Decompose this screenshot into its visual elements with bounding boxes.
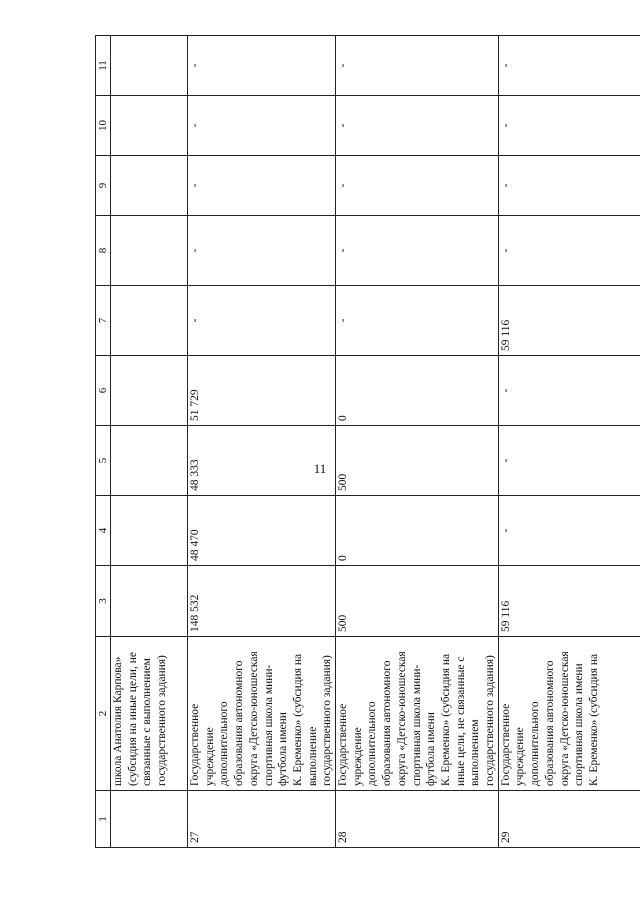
value-cell: 59 116 [498, 566, 640, 637]
value-cell: 148 532 [188, 566, 336, 637]
table-row [188, 36, 336, 848]
table-cell [111, 156, 188, 216]
value-cell: - [336, 286, 499, 356]
institution-name-cell: Государственное учреждение дополнительного образования автономного округа «Детско-юношеская спортивная школа мини- футбола имени К. Еременко» (субсидия на иные цели, не связанные с выполнением государственного задания) [336, 637, 499, 791]
table-row [336, 36, 499, 848]
column-header: 5 [96, 426, 111, 496]
column-header: 2 [96, 637, 111, 791]
value-cell: - [336, 36, 499, 96]
row-index-cell [111, 791, 188, 848]
value-cell: 48 333 [188, 426, 336, 496]
budget-table [95, 35, 640, 848]
table-cell [111, 356, 188, 426]
table-cell [111, 566, 188, 637]
value-cell: 500 [336, 566, 499, 637]
column-header: 6 [96, 356, 111, 426]
table-row-continuation [111, 36, 188, 848]
column-header: 4 [96, 496, 111, 566]
row-index-cell: 28 [336, 791, 499, 848]
value-cell: 59 116 [498, 286, 640, 356]
column-header: 3 [96, 566, 111, 637]
value-cell: 51 729 [188, 356, 336, 426]
column-header: 7 [96, 286, 111, 356]
table-cell [111, 96, 188, 156]
table-cell [111, 216, 188, 286]
column-header-row [96, 36, 111, 848]
column-header: 8 [96, 216, 111, 286]
value-cell: 500 [336, 426, 499, 496]
institution-name-cell: Государственное учреждение дополнительного образования автономного округа «Детско-юношеская спортивная школа имени К. Еременко» (субсидия на [498, 637, 640, 791]
institution-name-cell: школа Анатолия Карпова» (субсидия на иные цели, не связанные с выполнением государственного задания) [111, 637, 188, 791]
column-header: 9 [96, 156, 111, 216]
value-cell: - [498, 496, 640, 566]
row-index-cell: 27 [188, 791, 336, 848]
value-cell: - [188, 286, 336, 356]
institution-name-cell: Государственное учреждение дополнительного образования автономного округа «Детско-юношеская спортивная школа мини- футбола имени К. Еременко» (субсидия на выполнение государственного задания) [188, 637, 336, 791]
value-cell: - [498, 356, 640, 426]
table-cell [111, 36, 188, 96]
value-cell: - [336, 156, 499, 216]
table-cell [111, 496, 188, 566]
value-cell: - [188, 156, 336, 216]
value-cell: - [498, 96, 640, 156]
page-number: 11 [313, 461, 327, 476]
value-cell: 0 [336, 356, 499, 426]
row-index-cell: 29 [498, 791, 640, 848]
table-cell [111, 286, 188, 356]
value-cell: - [498, 216, 640, 286]
value-cell: - [498, 36, 640, 96]
table-row [498, 36, 640, 848]
value-cell: - [336, 96, 499, 156]
value-cell: - [336, 216, 499, 286]
value-cell: - [498, 426, 640, 496]
value-cell: - [188, 96, 336, 156]
column-header: 11 [96, 36, 111, 96]
column-header: 10 [96, 96, 111, 156]
value-cell: - [188, 216, 336, 286]
table-cell [111, 426, 188, 496]
column-header: 1 [96, 791, 111, 848]
value-cell: 0 [336, 496, 499, 566]
value-cell: 48 470 [188, 496, 336, 566]
rotated-table-container [95, 36, 640, 848]
value-cell: - [498, 156, 640, 216]
value-cell: - [188, 36, 336, 96]
